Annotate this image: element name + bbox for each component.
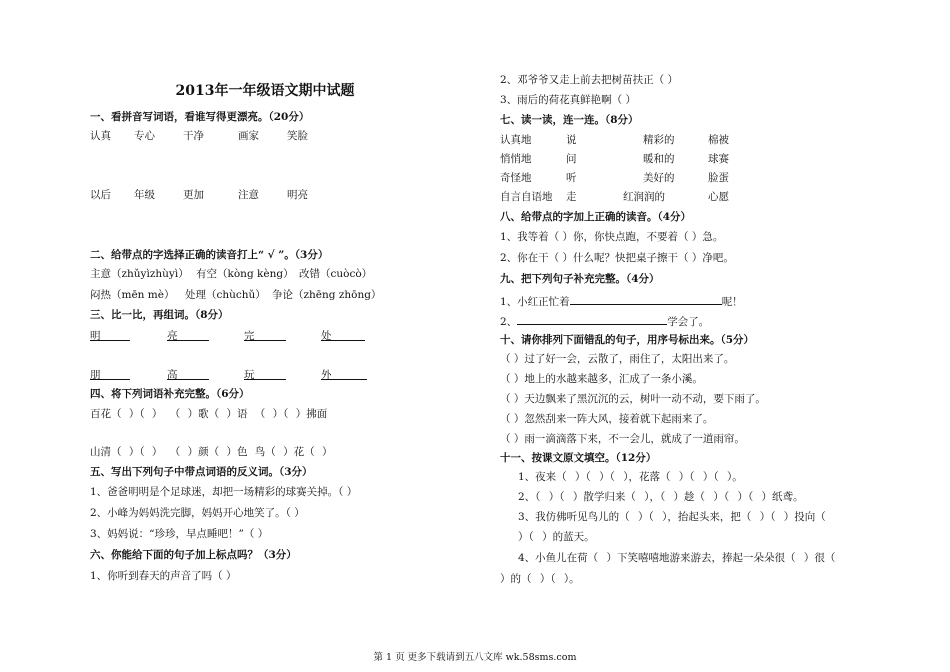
section-3-heading: 三、比一比，再组词。（8分） bbox=[90, 309, 229, 321]
match-word[interactable]: 心愿 bbox=[708, 191, 729, 203]
match-word[interactable]: 脸蛋 bbox=[708, 172, 729, 184]
match-word[interactable]: 问 bbox=[566, 153, 577, 165]
fill-line: 1、夜来（ ）（ ）（ ），花落（ ）（ ）（ ）。 bbox=[518, 471, 743, 483]
answer-blank[interactable] bbox=[167, 329, 209, 341]
section-8-heading: 八、给带点的字加上正确的读音。（4分） bbox=[500, 211, 692, 223]
match-word[interactable]: 听 bbox=[566, 172, 577, 184]
match-word[interactable]: 走 bbox=[566, 191, 577, 203]
section-9-heading: 九、把下列句子补充完整。（4分） bbox=[500, 273, 660, 285]
answer-blank[interactable] bbox=[90, 368, 130, 380]
section-4-heading: 四、将下列词语补充完整。（6分） bbox=[90, 388, 250, 400]
complete-sentence-1 bbox=[500, 293, 743, 309]
section-2-heading: 二、给带点的字选择正确的读音打上“ √ ”。（3分） bbox=[90, 249, 329, 261]
page-footer: 第 1 页 更多下载请到五八文库 wk.58sms.com bbox=[373, 652, 577, 663]
word: 年级 bbox=[134, 189, 155, 201]
sentence-prefix: 2、 bbox=[500, 316, 518, 328]
match-word[interactable]: 红润润的 bbox=[623, 191, 665, 203]
sentence-prefix: 1、小红正忙着 bbox=[500, 296, 570, 308]
reading-choice: 改错（cuòcò） bbox=[299, 268, 373, 280]
idiom-line-2: 山清（ ）（ ） （ ）颜（ ）色 鸟（ ）花（ ） bbox=[90, 446, 333, 458]
match-word[interactable]: 球赛 bbox=[708, 153, 729, 165]
fill-line: 3、我仿佛听见鸟儿的（ ）（ ），抬起头来，把（ ）（ ）投向（ bbox=[518, 511, 826, 523]
char: 明 bbox=[90, 330, 101, 342]
pronunciation-item-2: 2、你在干（ ）什么呢？快把桌子擦干（ ）净吧。 bbox=[500, 252, 734, 264]
order-item: （ ）忽然刮来一阵大风，接着就下起雨来了。 bbox=[500, 413, 714, 425]
reading-choice: 有空（kòng kèng） bbox=[196, 268, 294, 280]
reading-choice: 处理（chùchǔ） bbox=[185, 289, 266, 301]
match-word[interactable]: 暖和的 bbox=[643, 153, 675, 165]
answer-blank[interactable] bbox=[244, 368, 286, 380]
match-word[interactable]: 认真地 bbox=[500, 134, 532, 146]
char: 高 bbox=[167, 369, 178, 381]
section-1-heading: 一、看拼音写词语，看谁写得更漂亮。（20分） bbox=[90, 111, 310, 123]
word: 以后 bbox=[90, 189, 111, 201]
section-7-heading: 七、读一读，连一连。（8分） bbox=[500, 114, 639, 126]
char: 外 bbox=[321, 369, 332, 381]
antonym-item-2: 2、小峰为妈妈洗完脚，妈妈开心地笑了。（ ） bbox=[90, 507, 305, 519]
word: 明亮 bbox=[287, 189, 308, 201]
char: 完 bbox=[244, 330, 255, 342]
char: 处 bbox=[321, 330, 332, 342]
idiom-line-1: 百花（ ）（ ） （ ）歌（ ）语 （ ）（ ）拂面 bbox=[90, 408, 328, 420]
match-word[interactable]: 自言自语地 bbox=[500, 191, 553, 203]
order-item: （ ）过了好一会，云散了，雨住了，太阳出来了。 bbox=[500, 353, 735, 365]
punctuation-item-1: 1、你听到春天的声音了吗（ ） bbox=[90, 570, 237, 582]
word: 笑脸 bbox=[287, 130, 308, 142]
fill-line: ）的（ ）（ ）。 bbox=[500, 573, 580, 585]
char: 玩 bbox=[244, 369, 255, 381]
sentence-suffix: 学会了。 bbox=[667, 316, 710, 328]
word: 专心 bbox=[134, 130, 155, 142]
punctuation-item-3: 3、雨后的荷花真鲜艳啊（ ） bbox=[500, 94, 637, 106]
word: 注意 bbox=[238, 189, 259, 201]
fill-line: ）（ ）的蓝天。 bbox=[518, 531, 595, 543]
complete-sentence-2 bbox=[500, 313, 709, 329]
reading-choice: 争论（zhēng zhōng） bbox=[272, 289, 382, 301]
fill-line: 4、小鱼儿在荷（ ）下笑嘻嘻地游来游去，捧起一朵朵很（ ）很（ bbox=[518, 552, 836, 564]
answer-blank[interactable] bbox=[321, 329, 365, 341]
antonym-item-1: 1、爸爸明明是个足球迷，却把一场精彩的球赛关掉。（ ） bbox=[90, 486, 358, 498]
section-11-heading: 十一、按课文原文填空。（12分） bbox=[500, 452, 657, 464]
answer-blank[interactable] bbox=[167, 368, 209, 380]
match-word[interactable]: 悄悄地 bbox=[500, 153, 532, 165]
reading-choice: 主意（zhǔyìzhùyì） bbox=[90, 268, 189, 280]
answer-blank[interactable] bbox=[321, 368, 367, 380]
antonym-item-3: 3、妈妈说：“珍珍，早点睡吧！”（ ） bbox=[90, 528, 269, 540]
answer-blank[interactable] bbox=[570, 293, 722, 305]
pronunciation-item-1: 1、我等着（ ）你，你快点跑，不要着（ ）急。 bbox=[500, 231, 724, 243]
section-10-heading: 十、请你排列下面错乱的句子，用序号标出来。（5分） bbox=[500, 334, 755, 346]
sentence-suffix: 呢！ bbox=[721, 296, 743, 308]
punctuation-item-2: 2、邓爷爷又走上前去把树苗扶正（ ） bbox=[500, 74, 679, 86]
match-word[interactable]: 说 bbox=[566, 134, 577, 146]
fill-line: 2、（ ）（ ）散学归来（ ），（ ）趁（ ）（ ）（ ）纸鸢。 bbox=[518, 491, 804, 503]
section-6-heading: 六、你能给下面的句子加上标点吗？（3分） bbox=[90, 549, 297, 561]
reading-choice: 闷热（mēn mè） bbox=[90, 289, 175, 301]
order-item: （ ）雨一滴滴落下来，不一会儿，就成了一道雨帘。 bbox=[500, 433, 745, 445]
answer-blank[interactable] bbox=[517, 313, 667, 325]
word: 画家 bbox=[238, 130, 259, 142]
char: 朋 bbox=[90, 369, 101, 381]
match-word[interactable]: 精彩的 bbox=[643, 134, 675, 146]
word: 认真 bbox=[90, 130, 111, 142]
page-title: 2013年一年级语文期中试题 bbox=[175, 83, 355, 99]
char: 亮 bbox=[167, 330, 178, 342]
match-word[interactable]: 美好的 bbox=[643, 172, 675, 184]
order-item: （ ）天边飘来了黑沉沉的云，树叶一动不动，要下雨了。 bbox=[500, 393, 766, 405]
section-5-heading: 五、写出下列句子中带点词语的反义词。（3分） bbox=[90, 466, 313, 478]
answer-blank[interactable] bbox=[90, 329, 130, 341]
match-word[interactable]: 棉被 bbox=[708, 134, 729, 146]
answer-blank[interactable] bbox=[244, 329, 286, 341]
word: 干净 bbox=[183, 130, 204, 142]
word: 更加 bbox=[183, 189, 204, 201]
order-item: （ ）地上的水越来越多，汇成了一条小溪。 bbox=[500, 373, 703, 385]
match-word[interactable]: 奇怪地 bbox=[500, 172, 532, 184]
